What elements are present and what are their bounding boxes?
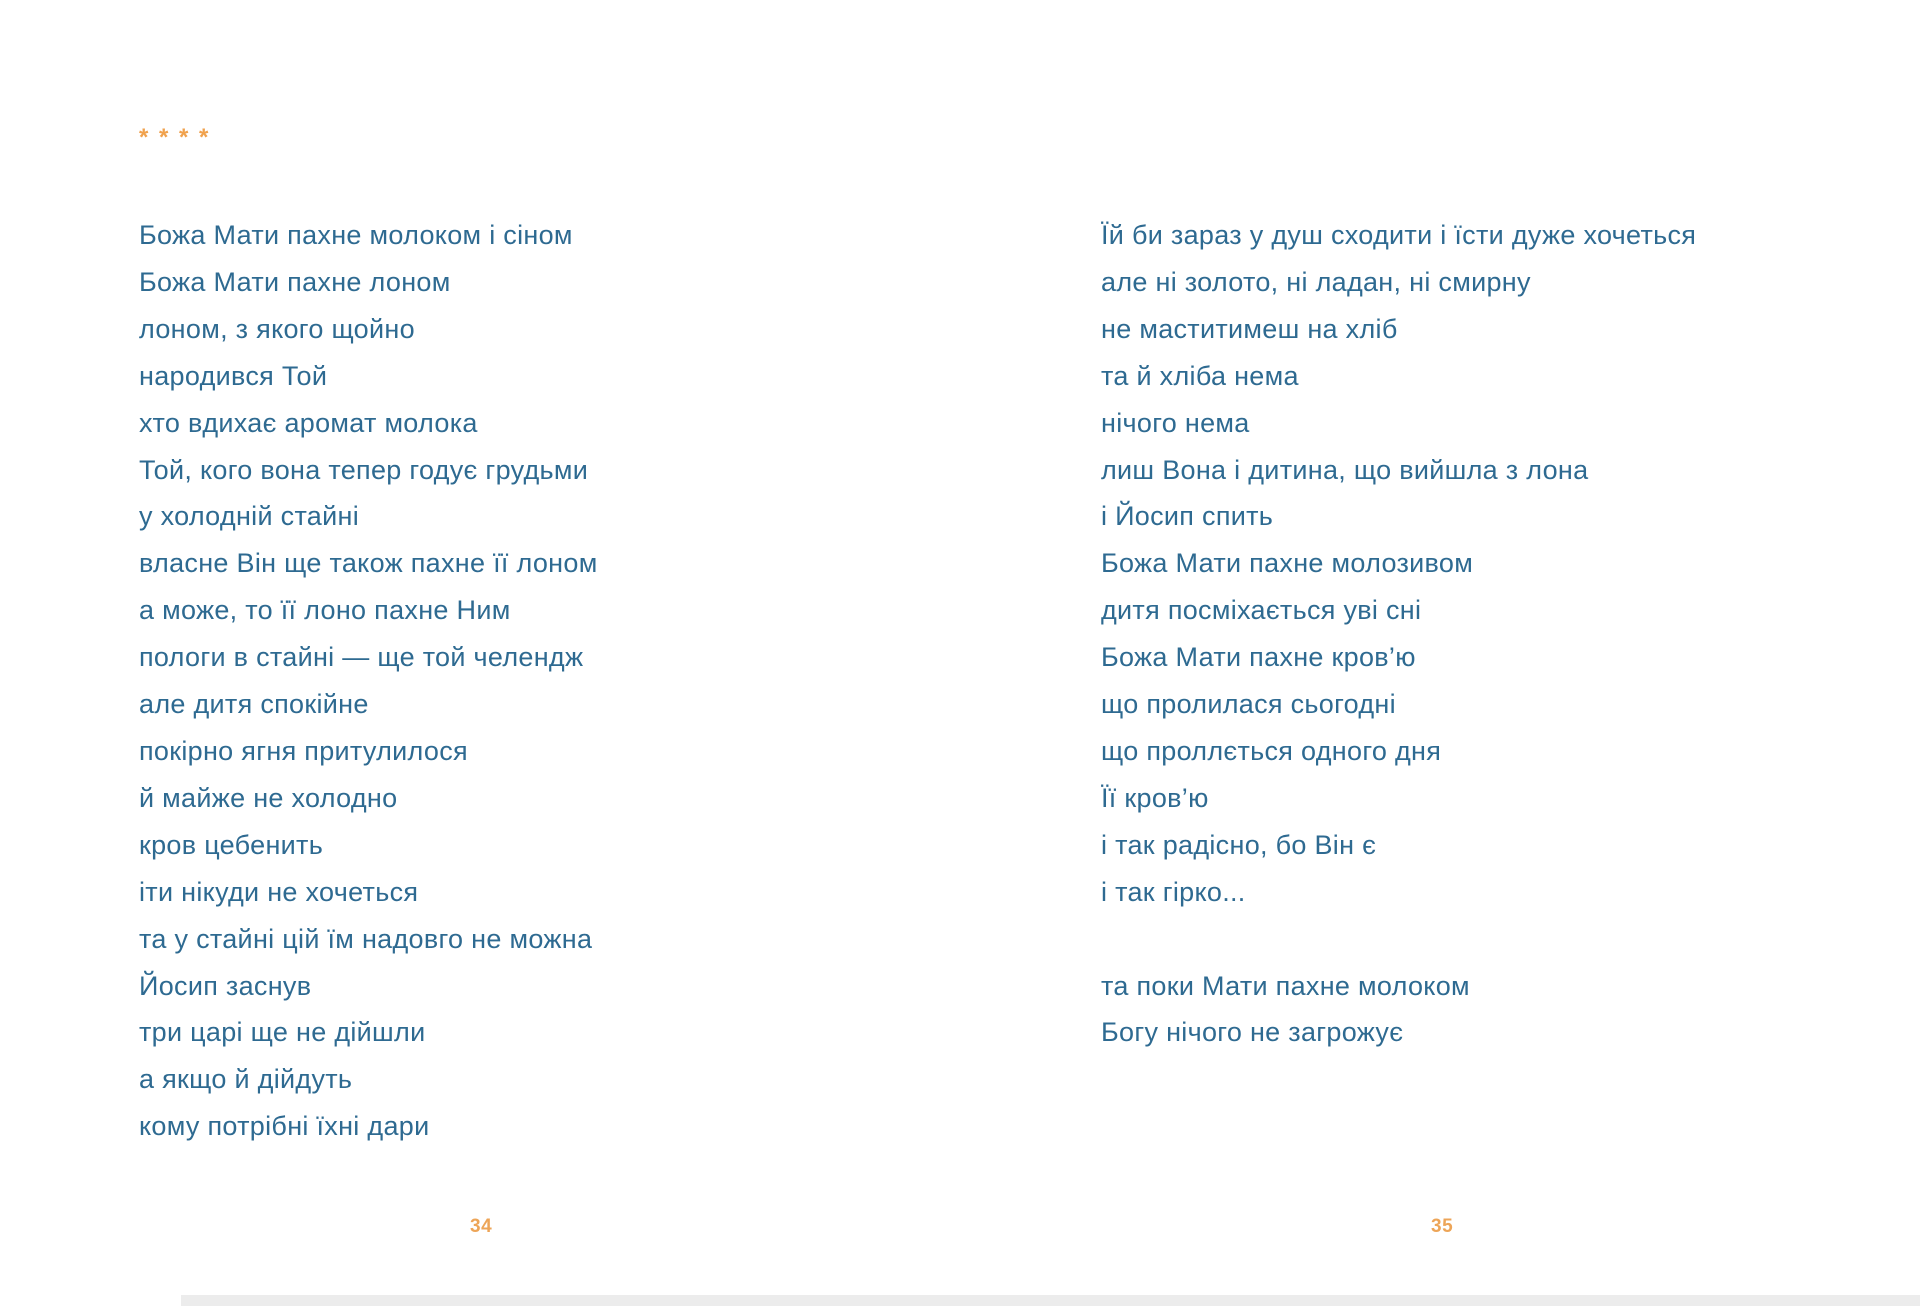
poem-line: Її кров’ю — [1101, 782, 1209, 813]
poem-line: що проллється одного дня — [1101, 735, 1442, 766]
poem-line: й майже не холодно — [139, 782, 398, 813]
poem-line: Богу нічого не загрожує — [1101, 1017, 1404, 1048]
poem-line: і так гірко... — [1101, 876, 1246, 907]
poem-line: та й хліба нема — [1101, 360, 1299, 391]
poem-line: пологи в стайні — ще той челендж — [139, 642, 584, 673]
poem-line: Божа Мати пахне лоном — [139, 266, 451, 297]
poem-line: нічого нема — [1101, 407, 1250, 438]
poem-line: Божа Мати пахне молоком і сіном — [139, 220, 573, 250]
left-page-poem — [139, 212, 598, 1150]
section-marker-stars: * * * * — [139, 124, 211, 151]
right-page-poem — [1101, 212, 1696, 1056]
poem-line: іти нікуди не хочеться — [139, 876, 419, 907]
poem-line: хто вдихає аромат молока — [139, 407, 478, 438]
poem-line: але ні золото, ні ладан, ні смирну — [1101, 266, 1531, 297]
poem-line: дитя посміхається уві сні — [1101, 595, 1422, 626]
poem-line: кров цебенить — [139, 829, 324, 860]
poem-line: і Йосип спить — [1101, 501, 1274, 532]
poem-line: три царі ще не дійшли — [139, 1017, 426, 1048]
poem-line: але дитя спокійне — [139, 689, 369, 720]
poem-line: Божа Мати пахне молозивом — [1101, 548, 1474, 579]
page-number-right: 35 — [1431, 1216, 1454, 1237]
poem-line: Той, кого вона тепер годує грудьми — [139, 454, 589, 485]
bottom-page-edge — [181, 1295, 1920, 1306]
poem-line: народився Той — [139, 360, 328, 391]
poem-line: та у стайні цій їм надовго не можна — [139, 923, 593, 954]
poem-line: лиш Вона і дитина, що вийшла з лона — [1101, 454, 1589, 485]
poem-line — [1101, 916, 1696, 963]
poem-line: та поки Мати пахне молоком — [1101, 970, 1470, 1001]
poem-line: Божа Мати пахне кров’ю — [1101, 642, 1416, 673]
poem-line: а може, то її лоно пахне Ним — [139, 595, 511, 626]
poem-line: лоном, з якого щойно — [139, 313, 415, 344]
poem-line: і так радісно, бо Він є — [1101, 829, 1377, 860]
page-number-left: 34 — [470, 1216, 493, 1237]
poem-line: а якщо й дійдуть — [139, 1064, 353, 1095]
poem-line: власне Він ще також пахне її лоном — [139, 548, 598, 579]
poem-line: Їй би зараз у душ сходити і їсти дуже хочеться — [1101, 220, 1697, 250]
poem-line: кому потрібні їхні дари — [139, 1111, 430, 1142]
poem-line: що пролилася сьогодні — [1101, 689, 1396, 720]
poem-line: не маститимеш на хліб — [1101, 313, 1398, 344]
poem-line: покірно ягня притулилося — [139, 735, 468, 766]
poem-line: Йосип заснув — [139, 970, 312, 1001]
poem-line: у холодній стайні — [139, 501, 360, 532]
